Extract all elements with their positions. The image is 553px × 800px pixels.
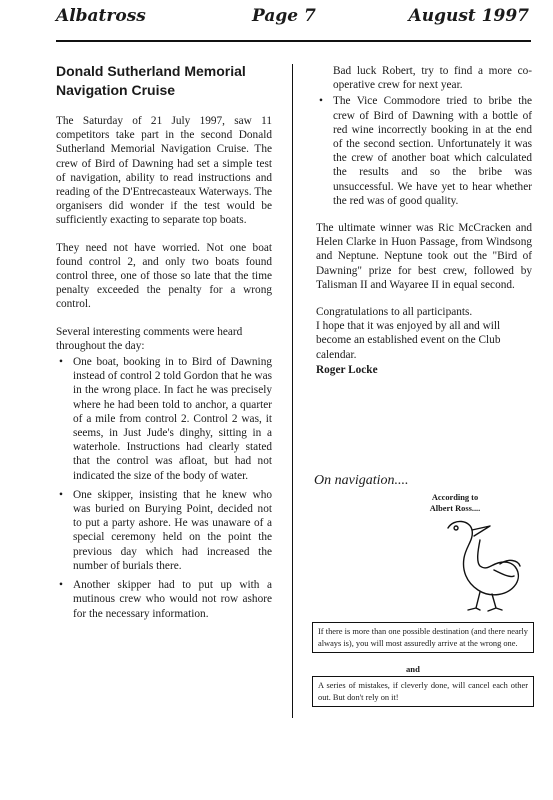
header-rule (56, 40, 531, 42)
list-item: • One skipper, insisting that he knew who was buried on Burying Point, decided not to put a party ashore. He was unaware of a special ceremony held on the point the previous day which had increased the number of burials there. (56, 488, 272, 573)
paragraph-comments: Several interesting comments were heard throughout the day: (56, 325, 243, 352)
paragraph-winner: The ultimate winner was Ric McCracken and Helen Clarke in Huon Passage, from Windsong and Neptune. Neptune took out the "Bird of Dawning" prize for best crew, followed by Talisman II and Wayaree II in equal second. (316, 222, 532, 291)
page-number: Page 7 (252, 6, 316, 26)
right-column (316, 64, 532, 377)
conjunction-label: and (406, 664, 420, 674)
list-item: • Another skipper had to put up with a mutinous crew who would not row ashore for the necessary information. (56, 578, 272, 621)
page-header (56, 6, 529, 28)
left-column (56, 62, 272, 634)
navigation-heading: On navigation.... (314, 473, 409, 488)
author-signature: Roger Locke (316, 363, 378, 376)
article-title: Donald Sutherland Memorial Navigation Cruise (56, 63, 246, 98)
closing-line: I hope that it was enjoyed by all and will become an established event on the Club calendar. (316, 320, 501, 361)
paragraph-intro: The Saturday of 21 July 1997, saw 11 competitors take part in the second Donald Sutherland Memorial Navigation Cruise. The crew of Bird of Dawning had set a simple test of navigation, ability to read instructions and reading of the D'Entrecasteaux Waterways. The organisers did wonder if the test would be sufficiently exacting to separate top boats. (56, 115, 272, 227)
albatross-cartoon-icon (430, 500, 530, 616)
paragraph-results: They need not have worried. Not one boat found control 2, and only two boats found control three, one of those so late that the time penalty exceeded the penalty for a wrong control. (56, 241, 272, 311)
list-item: • The Vice Commodore tried to bribe the crew of Bird of Dawning with a bottle of red wine incorrectly booking in at the end of the second section. Unfortunately it was the crew of another boat which calculated the results and so the bribe was unsuccessful. We have yet to hear whether the red was of good quality. (316, 94, 532, 208)
congratulations-line: Congratulations to all participants. (316, 306, 473, 319)
navigation-tip-box-2: A series of mistakes, if cleverly done, will cancel each other out. But don't rely on it! (312, 676, 534, 707)
comment-list (56, 355, 272, 621)
column-divider (292, 64, 293, 718)
issue-date: August 1997 (408, 6, 529, 26)
navigation-tip-box: If there is more than one possible destination (and there nearly always is), you will most assuredly arrive at the wrong one. (312, 622, 534, 653)
list-item: • One boat, booking in to Bird of Dawning instead of control 2 told Gordon that he was in the wrong place. In fact he was precisely where he had been told to anchor, a quarter of a mile from control 2. Control 2 was, it seems, in Just Jude's dinghy, sitting in a waterhole. Instructions had clearly stated that the control was afloat, but had not indicated the size of the body of water. (56, 355, 272, 483)
bullet-continuation: Bad luck Robert, try to find a more co-operative crew for next year. (333, 65, 532, 92)
comment-list-continued (316, 94, 532, 208)
newsletter-name: Albatross (56, 6, 146, 26)
attribution-label: According to Albert Ross.... (429, 493, 481, 513)
